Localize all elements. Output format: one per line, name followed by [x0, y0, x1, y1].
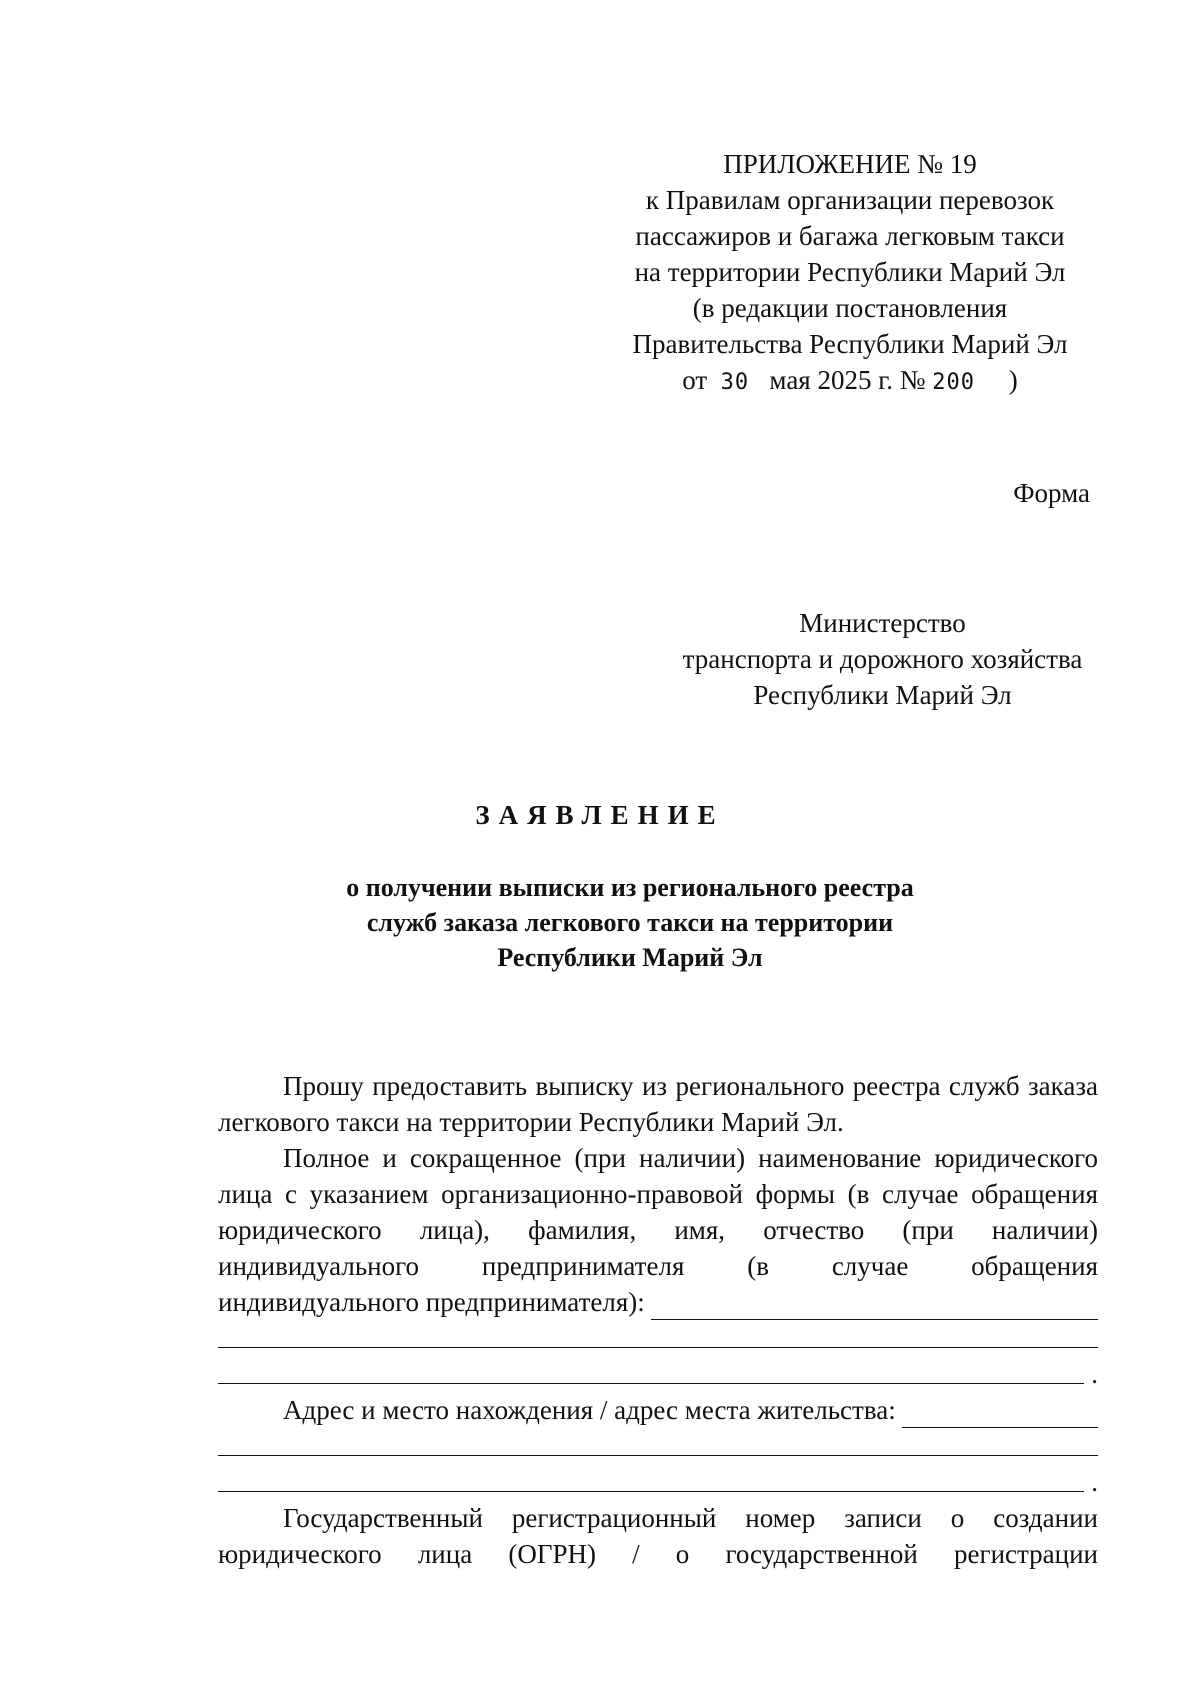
line-end-period: . [1091, 1467, 1098, 1497]
subtitle-line: Республики Марий Эл [497, 943, 763, 972]
appendix-date-line [600, 362, 1100, 401]
date-prefix: от [682, 365, 708, 395]
name-field-line[interactable] [651, 1293, 1098, 1320]
name-field-line-3[interactable] [218, 1356, 1098, 1392]
subtitle-line: служб заказа легкового такси на территории [366, 908, 894, 937]
addressee-block [650, 605, 1115, 713]
line-end-period: . [1091, 1359, 1098, 1389]
appendix-line: к Правилам организации перевозок [645, 185, 1055, 215]
date-day: 30 [720, 370, 750, 395]
form-label: Форма [1013, 478, 1090, 508]
document-title: ЗАЯВЛЕНИЕ [475, 800, 725, 830]
name-field-line-2[interactable] [218, 1320, 1098, 1356]
name-field-row [218, 1284, 1098, 1320]
ogrn-paragraph-line-1: Государственный регистрационный номер записи о создании [283, 1503, 1098, 1533]
address-field-line-3[interactable] [218, 1464, 1098, 1500]
addressee-line: Республики Марий Эл [753, 680, 1012, 710]
address-field-line[interactable] [902, 1401, 1098, 1428]
addressee-line: Министерство [799, 608, 966, 638]
address-field-line-2[interactable] [218, 1428, 1098, 1464]
document-subtitle [250, 870, 1010, 975]
appendix-line: (в редакции постановления [692, 293, 1008, 323]
date-suffix: ) [1008, 365, 1018, 395]
appendix-title: ПРИЛОЖЕНИЕ № 19 [723, 149, 977, 179]
appendix-header [600, 146, 1100, 401]
appendix-line: на территории Республики Марий Эл [634, 257, 1066, 287]
appendix-line: пассажиров и багажа легковым такси [635, 221, 1065, 251]
addressee-line: транспорта и дорожного хозяйства [682, 644, 1083, 674]
address-field-label: Адрес и место нахождения / адрес места жительства: [283, 1395, 896, 1425]
document-body [218, 1068, 1098, 1572]
name-field-label: индивидуального предпринимателя): [218, 1287, 645, 1317]
subtitle-line: о получении выписки из регионального реестра [346, 873, 914, 902]
address-field-row [218, 1392, 1098, 1428]
date-middle: мая 2025 г. № [769, 365, 926, 395]
request-paragraph: Прошу предоставить выписку из регионального реестра служб заказа легкового такси на территории Республики Марий Эл. [218, 1071, 1098, 1137]
ogrn-paragraph-line-2: юридического лица (ОГРН) / о государственной регистрации [218, 1539, 1098, 1569]
appendix-line: Правительства Республики Марий Эл [632, 329, 1068, 359]
name-paragraph: Полное и сокращенное (при наличии) наименование юридического лица с указанием организационно-правовой формы (в случае обращения юридического лица), фамилия, имя, отчество (при наличии) индивидуального предпринимателя (в случае обращения [218, 1143, 1098, 1281]
date-number: 200 [932, 370, 976, 395]
